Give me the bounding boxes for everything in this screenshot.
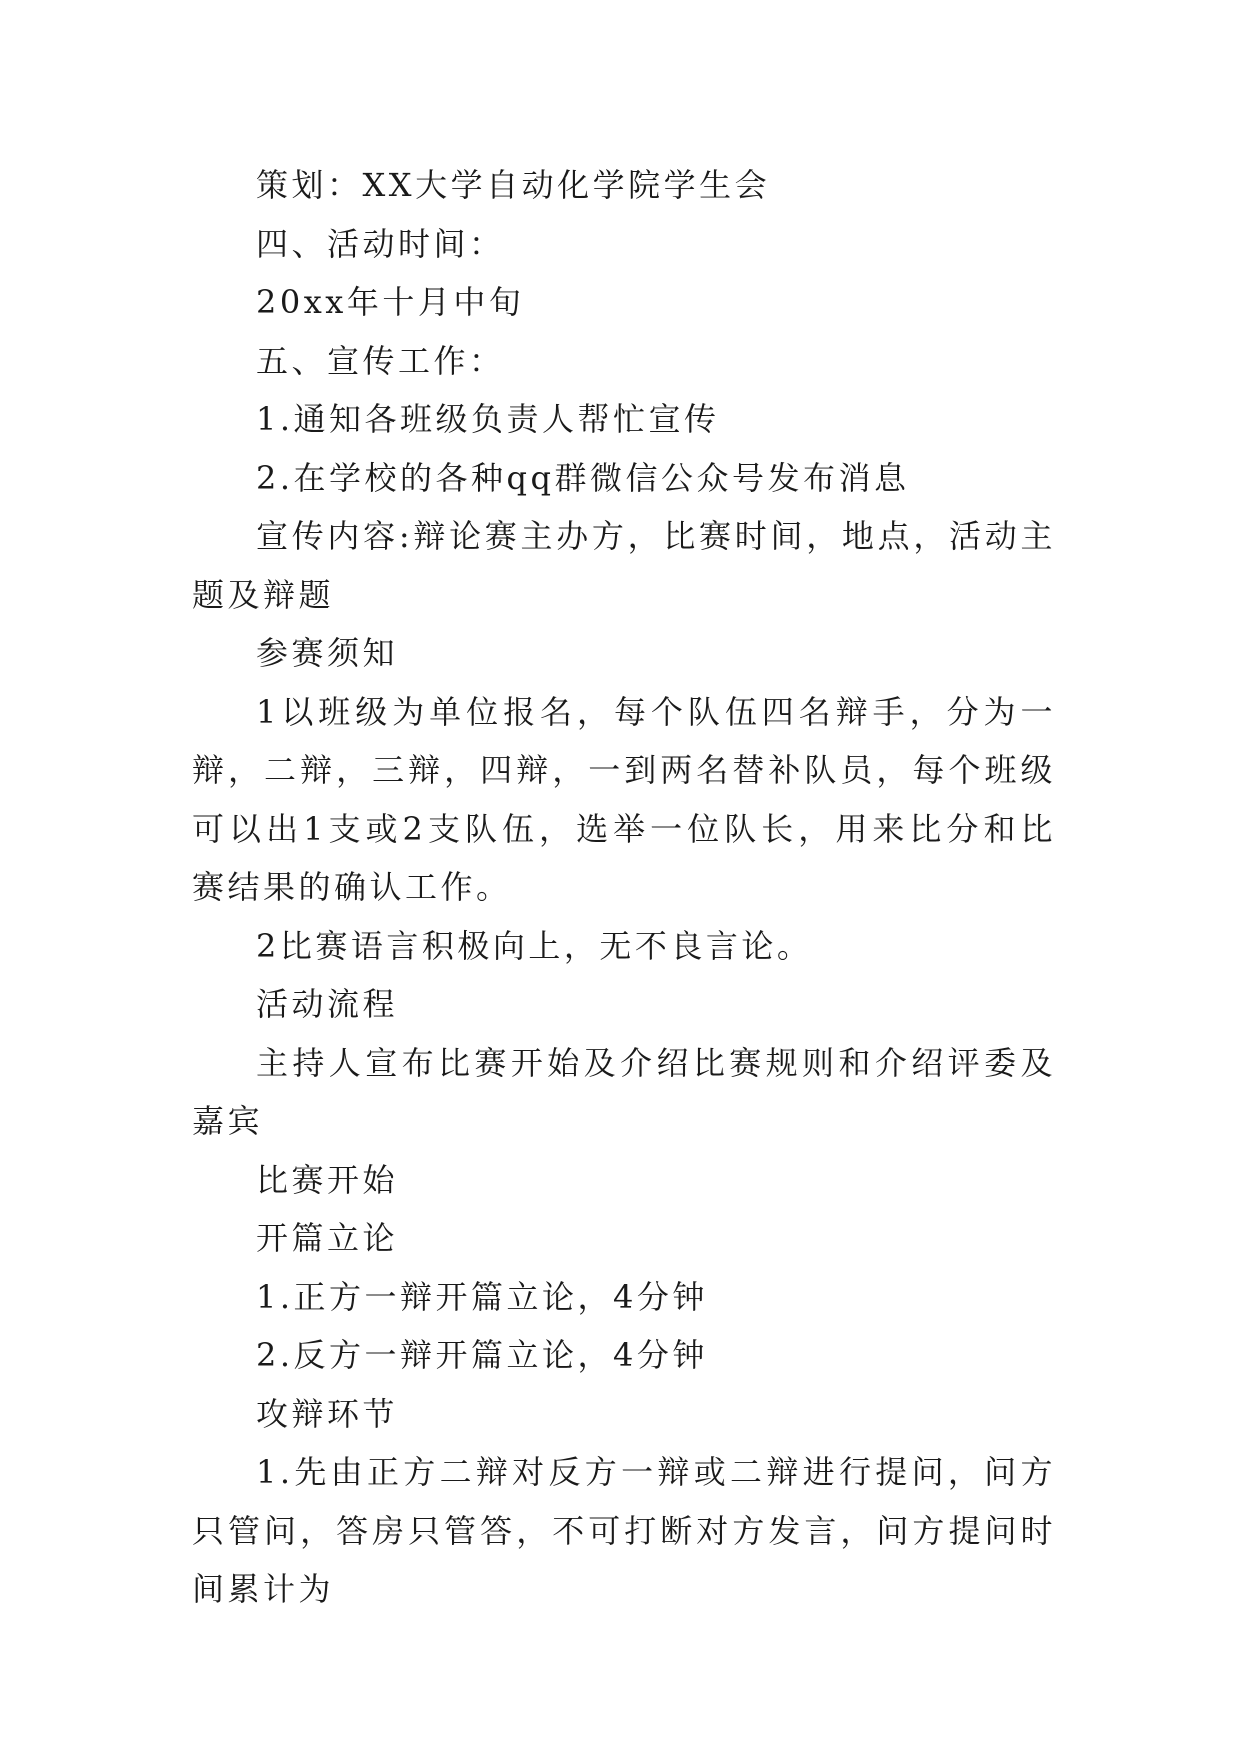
paragraph-date: 20xx年十月中旬 <box>256 283 525 321</box>
paragraph-heading-cross-exam: 攻辩环节 <box>256 1394 399 1433</box>
paragraph-heading-time: 四、活动时间： <box>256 224 505 263</box>
paragraph-match-start: 比赛开始 <box>256 1160 399 1199</box>
paragraph-host-intro: 主持人宣布比赛开始及介绍比赛规则和介绍评委及嘉宾 <box>192 1043 1056 1140</box>
paragraph-cross-exam-item-1: 1.先由正方二辩对反方一辩或二辩进行提问，问方只管问，答房只管答，不可打断对方发言，问方提问时间累计为 <box>192 1453 1056 1608</box>
paragraph-opening-item-2: 2.反方一辩开篇立论，4分钟 <box>256 1336 708 1374</box>
paragraph-publicity-item-1: 1.通知各班级负责人帮忙宣传 <box>256 400 720 438</box>
paragraph-opening-item-1: 1.正方一辩开篇立论，4分钟 <box>256 1277 708 1316</box>
paragraph-publicity-item-2: 2.在学校的各种qq群微信公众号发布消息 <box>256 458 910 497</box>
paragraph-heading-process: 活动流程 <box>256 985 399 1023</box>
paragraph-rule-1: 1以班级为单位报名，每个队伍四名辩手，分为一辩，二辩，三辩，四辩，一到两名替补队员，每个班级可以出1支或2支队伍，选举一位队长，用来比分和比赛结果的确认工作。 <box>192 692 1056 906</box>
document-body <box>192 156 1056 1619</box>
paragraph-organizer: 策划：XX大学自动化学院学生会 <box>256 166 771 204</box>
paragraph-heading-rules: 参赛须知 <box>256 634 399 672</box>
paragraph-heading-opening: 开篇立论 <box>256 1219 399 1257</box>
paragraph-heading-publicity: 五、宣传工作： <box>256 341 505 380</box>
paragraph-publicity-content: 宣传内容:辩论赛主办方，比赛时间，地点，活动主题及辩题 <box>192 517 1056 614</box>
paragraph-rule-2: 2比赛语言积极向上，无不良言论。 <box>256 926 813 965</box>
